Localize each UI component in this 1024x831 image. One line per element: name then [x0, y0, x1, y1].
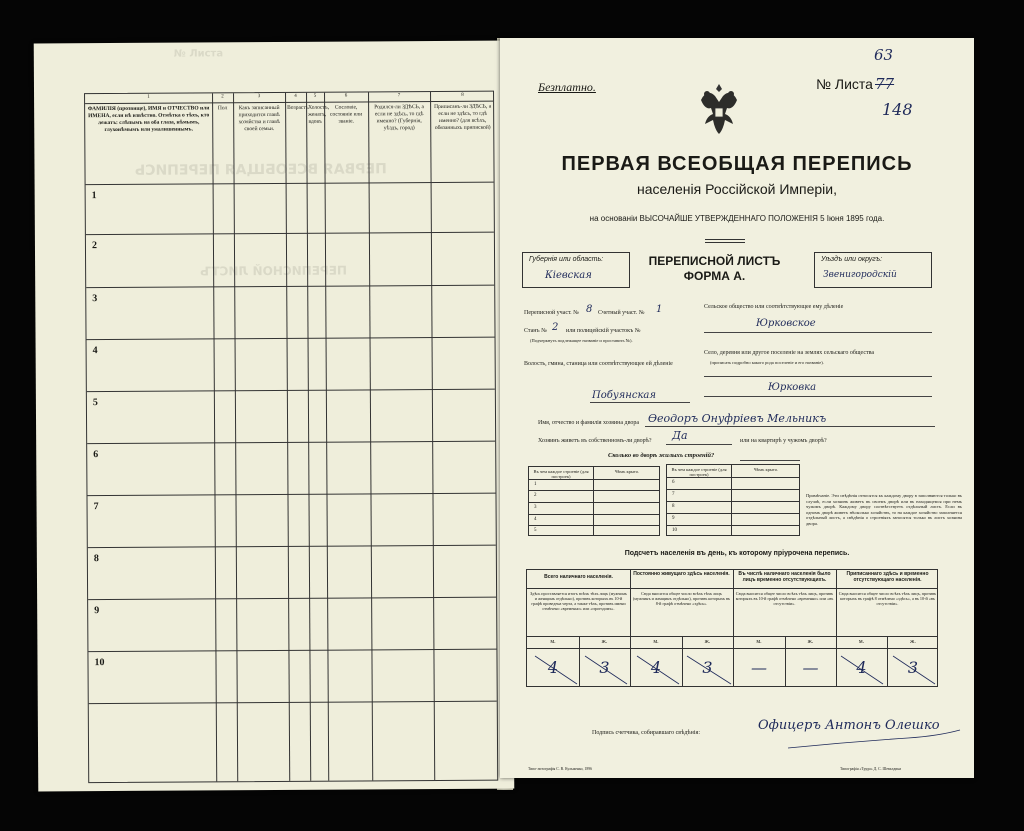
lives-label: Хозяинъ живетъ въ собственномъ-ли дворѣ?	[538, 438, 652, 444]
count-strikethrough-lines	[527, 648, 939, 688]
volost-value: Побуянская	[592, 390, 657, 401]
row-number: 7	[93, 501, 99, 513]
owner-value: Өеодоръ Онуфріевъ Мельникъ	[648, 412, 827, 425]
col-number: 3	[257, 94, 261, 100]
row-number: 8	[93, 553, 99, 565]
printer-footer-right: Типографія «Труда» Д. С. Шевалдина	[840, 767, 902, 771]
handwritten-sheet-top: 63	[874, 46, 894, 64]
bleed-through-form: ПЕРЕПИСНОЙ ЛИСТЪ	[200, 263, 348, 279]
count-value: 4	[547, 658, 559, 677]
header-estate: Сословіе, состояніе или званіе.	[330, 104, 363, 125]
row-number: 2	[91, 240, 97, 252]
count-value: 3	[702, 658, 713, 677]
village-value: Юрковка	[768, 382, 817, 393]
camp-value: 2	[552, 322, 559, 333]
count-value: 3	[599, 658, 610, 677]
count-value: —	[751, 658, 767, 677]
police-label: или полицейскій участокъ №	[566, 328, 641, 334]
row-number: 6	[93, 449, 99, 461]
col-number: 4	[294, 93, 297, 99]
count-header-temp-absent: Въ числѣ наличнаго населенія было лицъ временно отсутствующихъ.	[738, 571, 831, 583]
society-value: Юрковское	[756, 318, 816, 329]
district-value: Звенигородскій	[823, 270, 897, 280]
form-title: ПЕРЕПИСНОЙ ЛИСТЪ ФОРМА А.	[648, 254, 781, 283]
col-number: 5	[313, 93, 317, 99]
col-number: 8	[461, 92, 464, 98]
handwritten-sheet-bottom: 148	[882, 100, 913, 119]
counting-section-label: Счетный участ. №	[598, 310, 645, 316]
sheet-number-label: № Листа	[816, 76, 873, 92]
header-marital: Холостъ, женатъ, вдовъ	[308, 104, 330, 125]
rent-label: или на квартирѣ у чужомъ дворѣ?	[740, 438, 827, 444]
header-birthplace: Родился-ли ЗДѢСЬ, а если не здѣсь, то гдѣ именно? (Губернія, уѣздъ, город)	[374, 104, 425, 132]
society-label: Сельское общество или соотвѣтствующее ему дѣленіе	[704, 304, 844, 310]
legal-basis: на основаніи ВЫСОЧАЙШЕ УТВЕРЖДЕННАГО ПОЛОЖЕНІЯ 5 Іюня 1895 года.	[589, 214, 885, 223]
signature: Офицеръ Антонъ Олешко	[758, 718, 940, 733]
document-title: ПЕРВАЯ ВСЕОБЩАЯ ПЕРЕПИСЬ	[561, 153, 913, 175]
camp-label: Станъ №	[524, 328, 547, 334]
row-number: 10	[94, 657, 105, 669]
free-label: Безплатно.	[538, 80, 596, 94]
province-value: Кіевская	[545, 270, 592, 281]
lives-value: Да	[672, 429, 688, 442]
header-age: Возрастъ	[287, 104, 309, 111]
row-number: 9	[94, 605, 100, 617]
volost-label: Волость, гмина, станица или соотвѣтствующее ей дѣленіе	[524, 361, 673, 367]
col-number: 7	[397, 93, 401, 99]
count-value: 4	[650, 658, 662, 677]
counting-section-value: 1	[656, 304, 663, 315]
census-section-label: Переписной участ. №	[524, 310, 579, 316]
left-page	[34, 41, 515, 792]
population-count-table: Всего наличнаго населенія. Постоянно живущаго здѣсь населенія. Въ числѣ наличнаго населенія было лицъ временно отсутствующихъ. Приписаннаго здѣсь и временно отсутствующаго населенія. Здѣсь проставляется итогъ всѣхъ тѣхъ лицъ (мужчинъ и женщинъ отдѣльно), противъ которыхъ въ 10-й графѣ проведена черта, а также тѣхъ, противъ имени отмѣчено «временно» или «проездомъ». Сюда вносится общее число всѣхъ тѣхъ лицъ (мужчинъ и женщинъ отдѣльно), противъ которыхъ въ 8-й графѣ отмѣчено «здѣсь». Сюда вносится общее число всѣхъ тѣхъ лицъ, противъ которыхъ въ 10-й графѣ отмѣчено «временно» или «въ отсутствіи». Сюда вносится общее число всѣхъ тѣхъ лицъ, противъ которыхъ въ графѣ 8 отмѣчено «здѣсь», а въ 10-й «въ отсутствіи». м. ж. м. ж. м. ж. м. ж. 4 3 4 3 — — 4 3	[526, 569, 938, 687]
count-value: 4	[856, 658, 867, 677]
col-number: 6	[344, 93, 348, 99]
header-relation: Какъ записанный приходится главѣ хозяйства и главѣ своей семьи.	[238, 104, 280, 133]
signature-label: Подпись счетчика, собиравшаго свѣдѣнія:	[592, 730, 700, 736]
document-subtitle: населенія Россійской Имперіи,	[637, 181, 837, 197]
signature-flourish	[786, 732, 966, 752]
village-label: Село, деревня или другое поселеніе на землях сельскаго общества	[704, 350, 875, 356]
count-header-registered: Приписаннаго здѣсь и временно отсутствующаго населенія.	[846, 571, 929, 583]
buildings-label: Сколько во дворѣ жилыхъ строеній?	[608, 452, 715, 459]
count-title: Подсчетъ населенія въ день, къ которому пріурочена перепись.	[624, 550, 850, 557]
count-header-present: Всего наличнаго населенія.	[544, 574, 613, 580]
row-number: 1	[91, 190, 97, 202]
header-registered: Приписанъ-ли ЗДѢСЬ, а если не здѣсь, то гдѣ именно? (для всѣхъ, обязанныхъ припиской)	[434, 103, 492, 132]
printer-footer-left: Типо-литографія С. В. Кульженко, 1896	[528, 767, 593, 771]
province-box: Губернія или область: Кіевская	[522, 252, 630, 288]
header-sex: Пол	[217, 105, 228, 112]
buildings-table-left: Въ чем каждое строеніе (для построек) Чѣмъ крыто. 1 2 3 4 5	[528, 466, 660, 536]
right-page	[500, 38, 974, 778]
police-note: (Подчеркнуть подлежащее названіе и проставить №).	[530, 338, 633, 343]
double-headed-eagle-icon	[693, 80, 745, 140]
buildings-table-right: Въ чем каждое строеніе (для построек) Чѣмъ крыто. 6 7 8 9 10	[666, 464, 800, 536]
bleed-through-stamp: № Листа	[173, 48, 224, 60]
row-number: 3	[92, 293, 98, 305]
handwritten-sheet-struck: 77	[875, 75, 895, 93]
ornament-divider	[705, 239, 745, 243]
census-section-value: 8	[586, 304, 593, 315]
bleed-through-title: ПЕРВАЯ ВСЕОБЩАЯ ПЕРЕПИСЬ	[134, 161, 387, 179]
row-number: 4	[92, 345, 98, 357]
row-number: 5	[92, 397, 98, 409]
col-number: 2	[221, 94, 224, 100]
col-number: 1	[147, 94, 150, 100]
owner-label: Имя, отчество и фамилія хозяина двора	[538, 420, 640, 426]
count-header-permanent: Постоянно живущаго здѣсь населенія.	[633, 571, 730, 577]
village-note: (прописать подробно какого рода поселеніе и его названіе).	[710, 360, 824, 365]
persons-table	[84, 91, 498, 783]
district-box: Уѣздъ или округъ: Звенигородскій	[814, 252, 932, 288]
count-value: 3	[907, 658, 919, 677]
count-value: —	[802, 658, 819, 677]
header-name: ФАМИЛІЯ (прозвище), ИМЯ и ОТЧЕСТВО или ИМЕНА, если нѣ извѣстно. Отмѣтка о тѣхъ, кто лежатъ: слѣпымъ на оба глаза, нѣмымъ, глухонѣмымъ или умалишеннымъ.	[87, 105, 210, 134]
note-text: Примѣчаніе. Эти свѣдѣнія относятся къ каждому двору в заполняются только въ случаѣ, если хозяинъ живетъ въ своемъ дворѣ или въ находящемся при немъ чужомъ дворѣ. Каждому двору соотвѣтствуетъ отдѣльный листъ. Если въ одномъ дворѣ живетъ нѣсколько хозяйствъ, то на каждое хозяйство заполняется отдѣльный листъ, а свѣдѣнія о строеніяхъ заносятся только въ листъ хозяина двора.	[806, 493, 962, 526]
